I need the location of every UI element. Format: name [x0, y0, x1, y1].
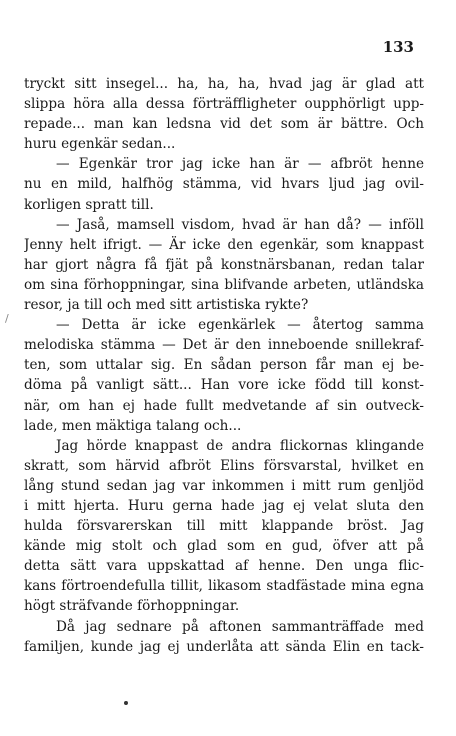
text-line: när, om han ej hade fullt medvetande af sin outveck- [24, 397, 424, 414]
page-number: 133 [382, 38, 414, 56]
text-line: huru egenkär sedan... [24, 136, 176, 153]
text-line: nu en mild, halfhög stämma, vid hvars ljud jag ovil- [24, 176, 424, 193]
ink-speck [124, 701, 128, 705]
text-line: tryckt sitt insegel... ha, ha, ha, hvad jag är glad att [24, 76, 424, 92]
text-line: ten, som uttalar sig. En sådan person får man ej be- [24, 357, 424, 374]
text-line: — Egenkär tror jag icke han är — afbröt henne [56, 156, 424, 173]
text-line: döma på vanligt sätt... Han vore icke född till konst- [24, 377, 424, 394]
text-line: i mitt hjerta. Huru gerna hade jag ej velat sluta den [24, 497, 424, 514]
text-line: detta sätt vara uppskattad af henne. Den unga flic- [24, 558, 424, 575]
text-line: slippa höra alla dessa förträffligheter oupphörligt upp- [24, 96, 424, 113]
text-line: om sina förhoppningar, sina blifvande arbeten, utländska [24, 276, 424, 293]
text-line: Jag hörde knappast de andra flickornas klingande [56, 437, 424, 454]
text-line: repade... man kan ledsna vid det som är bättre. Och [24, 116, 424, 133]
text-line: — Jaså, mamsell visdom, hvad är han då? — inföll [56, 216, 424, 233]
text-line: skratt, som härvid afbröt Elins försvarstal, hvilket en [24, 457, 424, 474]
text-line: har gjort några få fjät på konstnärsbanan, redan talar [24, 256, 424, 273]
text-line: lade, men mäktiga talang och... [24, 417, 242, 434]
text-line: — Detta är icke egenkärlek — återtog samma [56, 317, 424, 334]
text-line: kände mig stolt och glad som en gud, öfver att på [24, 538, 424, 555]
text-line: Då jag sednare på aftonen sammanträffade med [56, 618, 424, 635]
text-line: resor, ja till och med sitt artistiska rykte? [24, 297, 309, 314]
text-line: lång stund sedan jag var inkommen i mitt rum genljöd [24, 477, 424, 494]
body-text [24, 74, 424, 657]
text-line: korligen spratt till. [24, 196, 154, 213]
text-line: familjen, kunde jag ej underlåta att sända Elin en tack- [24, 638, 424, 655]
text-line: hulda försvarerskan till mitt klappande bröst. Jag [24, 518, 424, 535]
text-line: melodiska stämma — Det är den inneboende snillekraf- [24, 337, 424, 354]
text-line: kans förtroendefulla tillit, likasom stadfästade mina egna [24, 578, 424, 595]
text-line: Jenny helt ifrigt. — Är icke den egenkär, som knappast [24, 236, 424, 253]
text-line: högt sträfvande förhoppningar. [24, 598, 240, 615]
margin-mark: / [5, 312, 9, 325]
